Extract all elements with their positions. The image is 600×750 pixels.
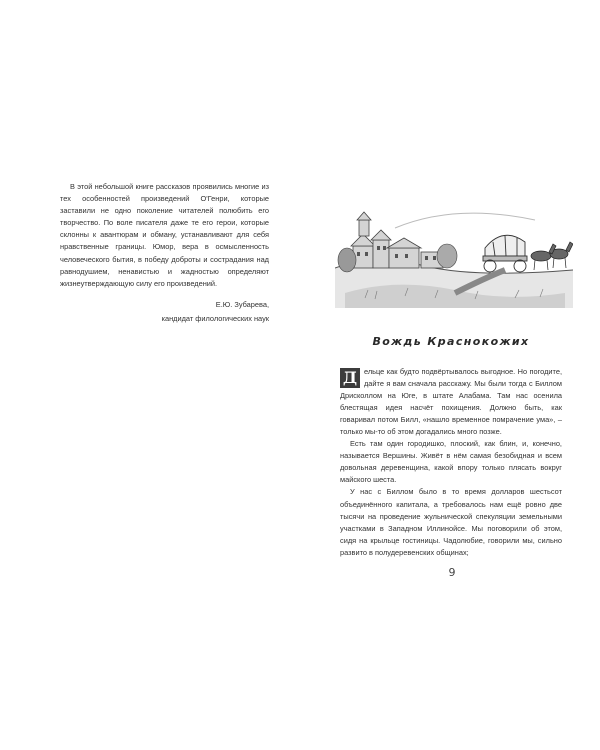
wagon-town-illustration	[335, 198, 573, 308]
story-paragraph: У нас с Биллом было в то время долларов шестьсот объединённого капитала, а требовалось нам ещё ровно две тысячи на проведение жульнической спекуляции земельными участками в Западном Иллинойсе. Мы поговорили об этом, сидя на крыльце гостиницы. Чадолюбие, говорили мы, сильно развито в полудеревенских общинах;	[340, 487, 562, 557]
foreword-paragraph: В этой небольшой книге рассказов проявились многие из тех особенностей произведений О'Генри, которые заставили не одно поколение читателей полюбить его творчество. По воле писателя даже те его герои, которые склонны к авантюрам и обману, устанавливают для себя нравственные границы. Юмор, вера в осмысленность человеческого бытия, в победу доброты и сострадания над равнодушием, ненавистью и жадностью определяют жизнеутверждающую силу его произведений.	[60, 182, 269, 288]
chapter-title: Вождь Краснокожих	[372, 335, 530, 348]
story-text	[340, 366, 562, 559]
story-paragraph: Есть там один городишко, плоский, как блин, и, конечно, называется Вершины. Живёт в нём самая безобидная и всем довольная деревенщина, какой впору только плясать вокруг майского шеста.	[340, 439, 562, 485]
story-paragraph	[340, 366, 562, 438]
right-page	[300, 0, 600, 750]
foreword	[60, 181, 269, 290]
drop-cap: Д	[340, 368, 360, 388]
paragraph-text: ельце как будто подвёртывалось выгодное. Но погодите, дайте я вам сначала расскажу. Мы были тогда с Биллом Дрисколлом на Юге, в штате Алабама. Там нас осенила блестящая идея насчёт похищения. Должно быть, как говаривал потом Билл, «нашло временное помрачение ума», – только мы-то об этом догадались много позже.	[340, 367, 562, 437]
signature-title: кандидат филологических наук	[161, 314, 269, 323]
page-number: 9	[448, 566, 456, 579]
signature	[120, 298, 269, 326]
signature-name: Е.Ю. Зубарева,	[215, 300, 269, 309]
